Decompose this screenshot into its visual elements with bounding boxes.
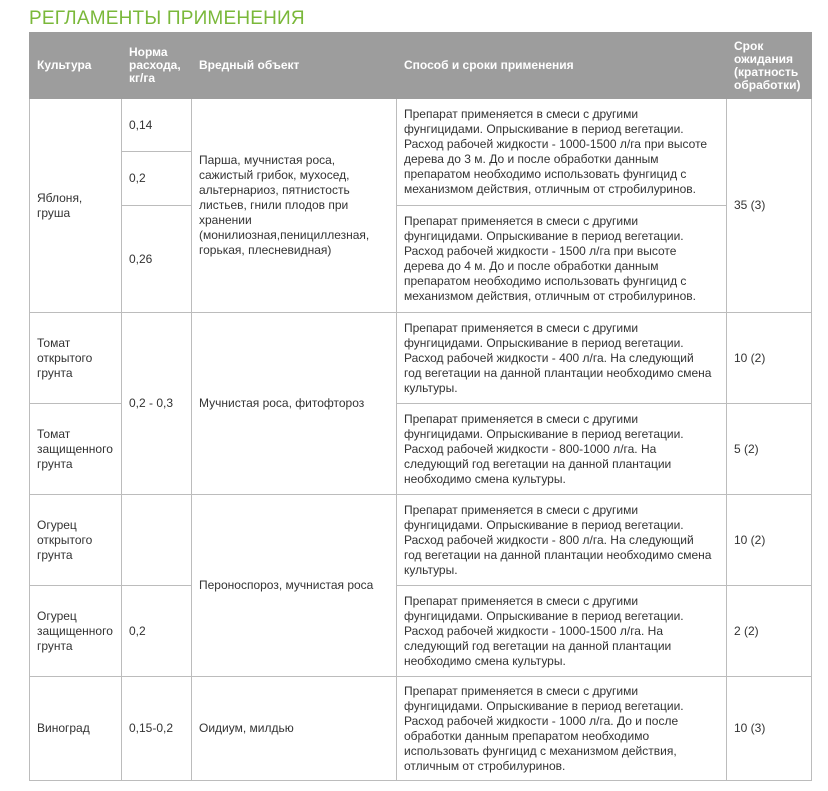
culture-cell: Огурец открытого грунта bbox=[30, 495, 122, 586]
rate-cell: 0,14 bbox=[122, 99, 192, 152]
culture-cell: Томат защищенного грунта bbox=[30, 404, 122, 495]
rate-cell: 0,2 - 0,3 bbox=[122, 313, 192, 495]
culture-cell: Томат открытого грунта bbox=[30, 313, 122, 404]
header-waiting: Срок ожидания (кратность обработки) bbox=[727, 33, 812, 99]
table-row bbox=[30, 495, 812, 586]
method-cell: Препарат применяется в смеси с другими фунгицидами. Опрыскивание в период вегетации. Расход рабочей жидкости - 1000-1500 л/га при высоте дерева до 3 м. До и после обработки данным препаратом необходимо использовать фунгицид с механизмом действия, отличным от стробилуринов. bbox=[397, 99, 727, 206]
waiting-cell: 10 (3) bbox=[727, 677, 812, 781]
culture-cell: Огурец защищенного грунта bbox=[30, 586, 122, 677]
table-header-row bbox=[30, 33, 812, 99]
target-cell: Пероноспороз, мучнистая роса bbox=[192, 495, 397, 677]
target-cell: Мучнистая роса, фитофтороз bbox=[192, 313, 397, 495]
waiting-cell: 5 (2) bbox=[727, 404, 812, 495]
table-row bbox=[30, 99, 812, 152]
method-cell: Препарат применяется в смеси с другими фунгицидами. Опрыскивание в период вегетации. Расход рабочей жидкости - 1000 л/га. До и после обработки данным препаратом необходимо использовать фунгицид с механизмом действия, отличным от стробилуринов. bbox=[397, 677, 727, 781]
header-culture: Культура bbox=[30, 33, 122, 99]
waiting-cell: 10 (2) bbox=[727, 313, 812, 404]
waiting-cell: 10 (2) bbox=[727, 495, 812, 586]
rate-cell bbox=[122, 495, 192, 586]
header-target: Вредный объект bbox=[192, 33, 397, 99]
header-rate: Норма расхода, кг/га bbox=[122, 33, 192, 99]
table-row bbox=[30, 206, 812, 313]
method-cell: Препарат применяется в смеси с другими фунгицидами. Опрыскивание в период вегетации. Расход рабочей жидкости - 800-1000 л/га. На следующий год вегетации на данной плантации необходимо смена культуры. bbox=[397, 404, 727, 495]
rate-cell: 0,2 bbox=[122, 152, 192, 206]
method-cell: Препарат применяется в смеси с другими фунгицидами. Опрыскивание в период вегетации. Расход рабочей жидкости - 800 л/га. На следующий год вегетации на данной плантации необходимо смена культуры. bbox=[397, 495, 727, 586]
rate-cell: 0,2 bbox=[122, 586, 192, 677]
method-cell: Препарат применяется в смеси с другими фунгицидами. Опрыскивание в период вегетации. Расход рабочей жидкости - 400 л/га. На следующий год вегетации на данной плантации необходимо смена культуры. bbox=[397, 313, 727, 404]
table-row bbox=[30, 586, 812, 677]
page-title: РЕГЛАМЕНТЫ ПРИМЕНЕНИЯ bbox=[29, 8, 305, 29]
target-cell: Парша, мучнистая роса, сажистый грибок, мухосед, альтернариоз, пятнистость листьев, гнили плодов при хранении (монилиозная,пенициллезная, горькая, плесневидная) bbox=[192, 99, 397, 313]
table-row bbox=[30, 677, 812, 781]
target-cell: Оидиум, милдью bbox=[192, 677, 397, 781]
regulations-table bbox=[29, 32, 812, 781]
rate-cell: 0,26 bbox=[122, 206, 192, 313]
waiting-cell: 2 (2) bbox=[727, 586, 812, 677]
culture-cell: Яблоня, груша bbox=[30, 99, 122, 313]
table-row bbox=[30, 313, 812, 404]
header-method: Способ и сроки применения bbox=[397, 33, 727, 99]
method-cell: Препарат применяется в смеси с другими фунгицидами. Опрыскивание в период вегетации. Расход рабочей жидкости - 1500 л/га при высоте дерева до 4 м. До и после обработки данным препаратом необходимо использовать фунгицид с механизмом действия, отличным от стробилуринов. bbox=[397, 206, 727, 313]
rate-cell: 0,15-0,2 bbox=[122, 677, 192, 781]
culture-cell: Виноград bbox=[30, 677, 122, 781]
method-cell: Препарат применяется в смеси с другими фунгицидами. Опрыскивание в период вегетации. Расход рабочей жидкости - 1000-1500 л/га. На следующий год вегетации на данной плантации необходимо смена культуры. bbox=[397, 586, 727, 677]
waiting-cell: 35 (3) bbox=[727, 99, 812, 313]
